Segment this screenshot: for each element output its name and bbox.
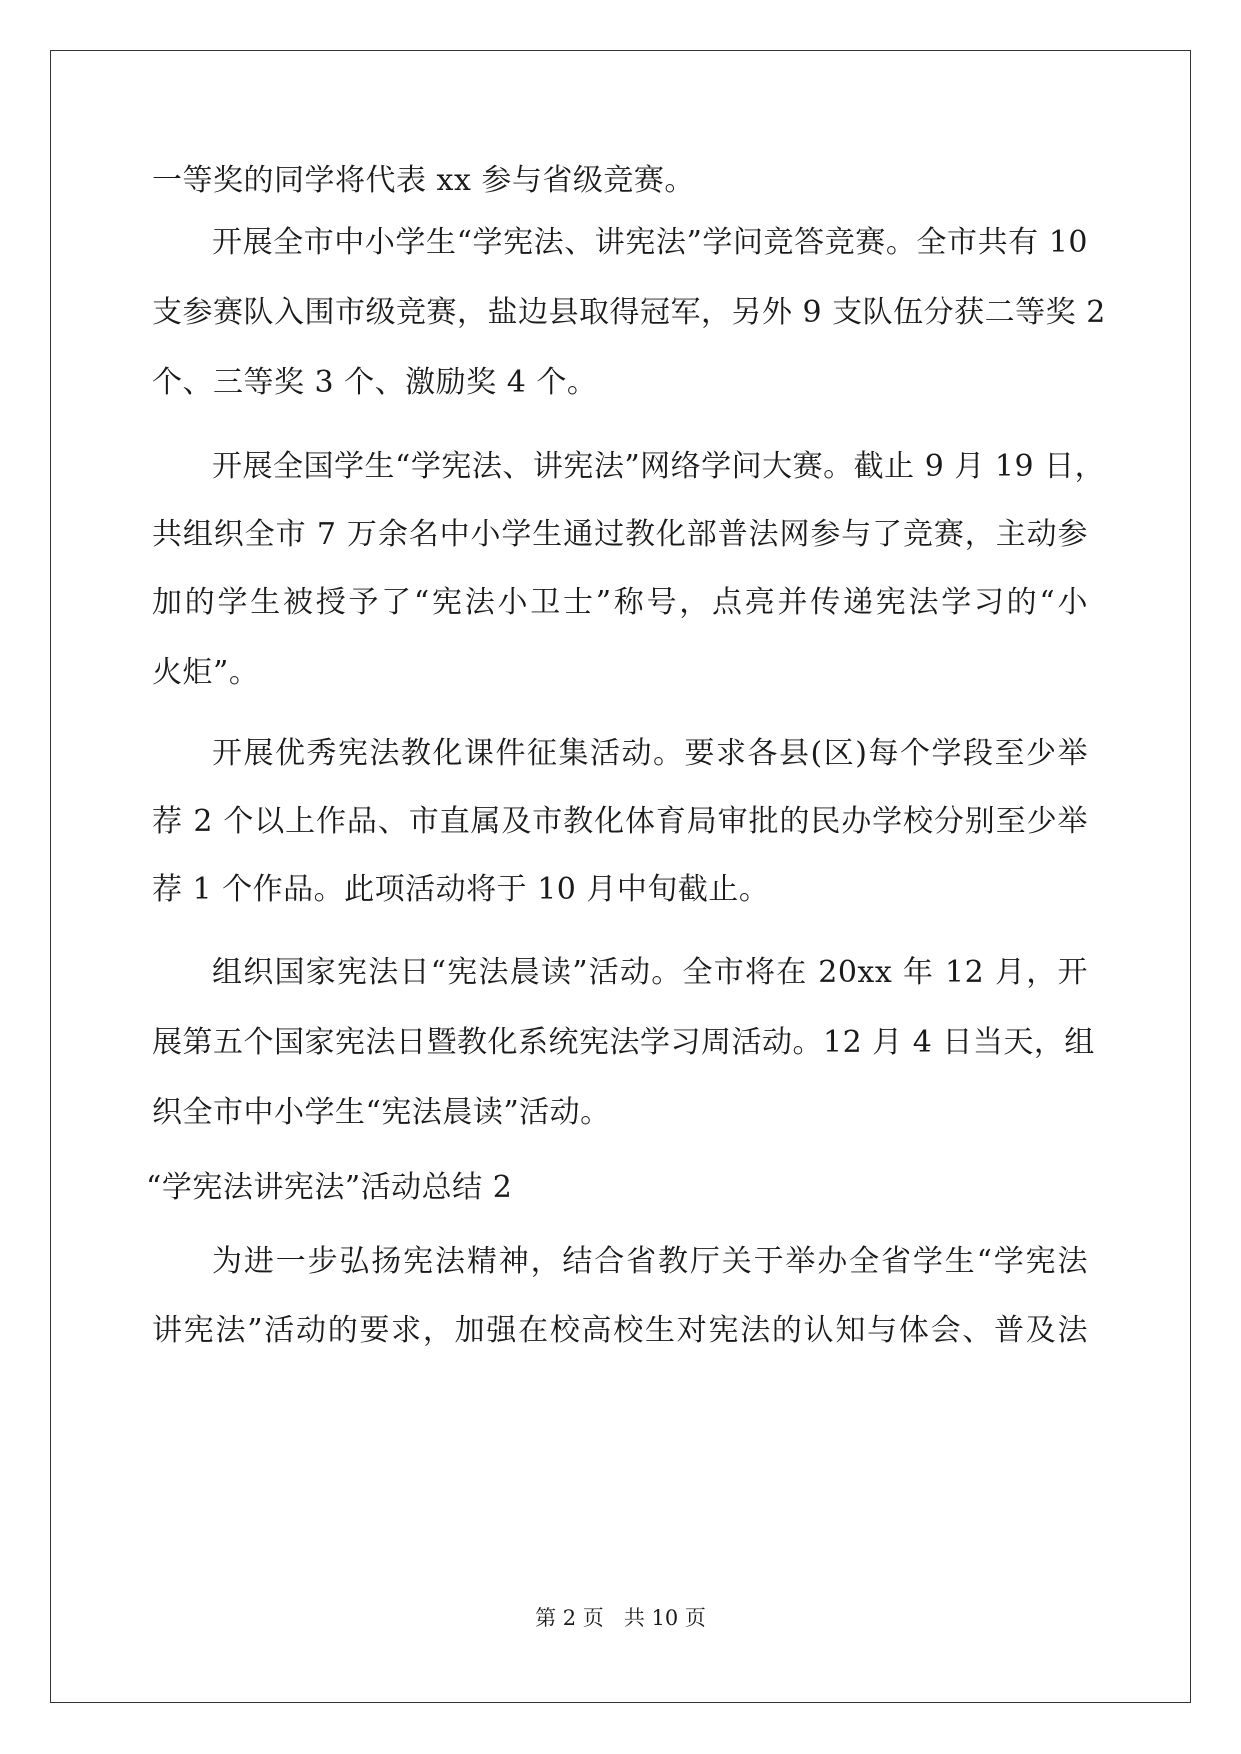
- text-line: 一等奖的同学将代表 xx 参与省级竞赛。: [152, 163, 695, 198]
- paragraph-line: 加的学生被授予了“宪法小卫士”称号，点亮并传递宪法学习的“小: [152, 585, 1088, 620]
- paragraph-line: 火炬”。: [152, 655, 260, 690]
- paragraph-line: 支参赛队入围市级竞赛，盐边县取得冠军，另外 9 支队伍分获二等奖 2: [152, 295, 1106, 330]
- paragraph-line: 荐 2 个以上作品、市直属及市教化体育局审批的民办学校分别至少举: [152, 804, 1088, 839]
- paragraph-line: 展第五个国家宪法日暨教化系统宪法学习周活动。12 月 4 日当天，组: [152, 1025, 1095, 1060]
- paragraph-line: 织全市中小学生“宪法晨读”活动。: [152, 1095, 611, 1130]
- paragraph-line: 为进一步弘扬宪法精神，结合省教厅关于举办全省学生“学宪法: [212, 1244, 1088, 1279]
- page-number-total: 共 10 页: [623, 1606, 706, 1630]
- paragraph-line: 荐 1 个作品。此项活动将于 10 月中旬截止。: [152, 872, 770, 907]
- paragraph-line: 讲宪法”活动的要求，加强在校高校生对宪法的认知与体会、普及法: [152, 1313, 1088, 1348]
- paragraph-line: 组织国家宪法日“宪法晨读”活动。全市将在 20xx 年 12 月，开: [212, 955, 1088, 990]
- page-footer: [0, 1603, 1241, 1633]
- paragraph-line: 开展优秀宪法教化课件征集活动。要求各县(区)每个学段至少举: [212, 736, 1088, 771]
- paragraph-line: 开展全市中小学生“学宪法、讲宪法”学问竞答竞赛。全市共有 10: [212, 225, 1088, 260]
- section-heading: “学宪法讲宪法”活动总结 2: [146, 1170, 513, 1205]
- page-number-current: 第 2 页: [535, 1606, 604, 1630]
- paragraph-line: 开展全国学生“学宪法、讲宪法”网络学问大赛。截止 9 月 19 日，: [212, 449, 1106, 484]
- paragraph-line: 共组织全市 7 万余名中小学生通过教化部普法网参与了竞赛，主动参: [152, 517, 1088, 552]
- paragraph-line: 个、三等奖 3 个、激励奖 4 个。: [152, 365, 598, 400]
